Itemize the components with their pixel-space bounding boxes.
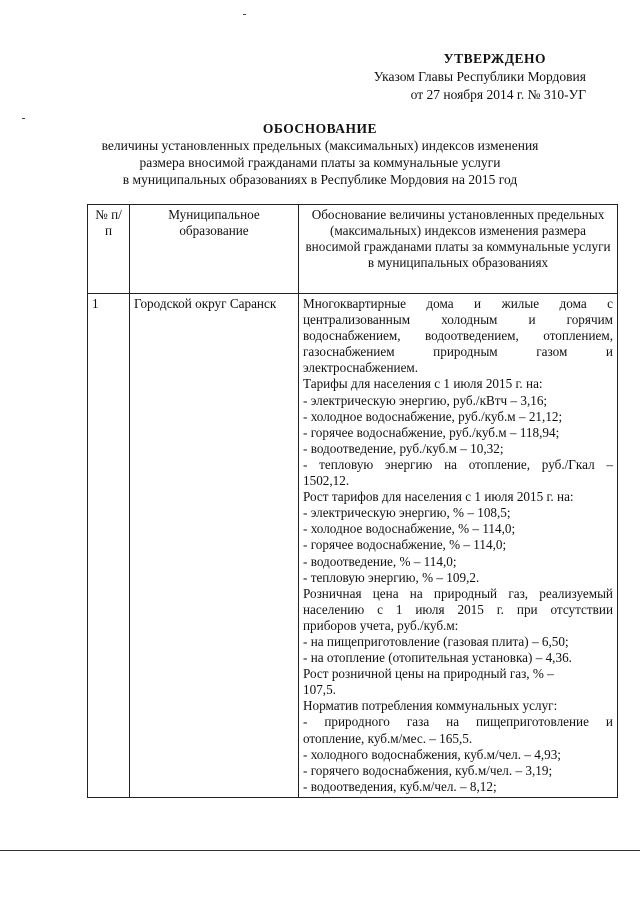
justification-table bbox=[87, 204, 618, 798]
content-line: - электрическую энергию, руб./кВтч – 3,16; bbox=[303, 392, 548, 408]
header-num: № п/п bbox=[88, 205, 130, 294]
content-line: - природного газа на пищеприготовление и bbox=[303, 714, 613, 730]
content-line: - тепловую энергию на отопление, руб./Гкал – bbox=[303, 456, 613, 472]
content-line: газоснабжением природным газом и bbox=[303, 344, 613, 360]
title-line-1: величины установленных предельных (максимальных) индексов изменения bbox=[101, 138, 539, 153]
content-line: - водоотведение, % – 114,0; bbox=[303, 553, 457, 569]
content-line: Норматив потребления коммунальных услуг: bbox=[303, 698, 558, 714]
content-line: - водоотведения, куб.м/чел. – 8,12; bbox=[303, 778, 497, 794]
row-municipality: Городской округ Саранск bbox=[130, 294, 299, 798]
content-line: - тепловую энергию, % – 109,2. bbox=[303, 569, 480, 585]
content-line: Рост тарифов для населения с 1 июля 2015 г. на: bbox=[303, 489, 574, 505]
content-line: - на отопление (отопительная установка) – 4,36. bbox=[303, 650, 572, 666]
header-justification: Обоснование величины установленных предельных (максимальных) индексов изменения размера вносимой гражданами платы за коммунальные услуги в муниципальных образованиях bbox=[299, 205, 618, 294]
content-line: - горячее водоснабжение, руб./куб.м – 118,94; bbox=[303, 424, 560, 440]
table-row bbox=[88, 294, 618, 798]
header-municipality: Муниципальное образование bbox=[130, 205, 299, 294]
row-num: 1 bbox=[88, 294, 130, 798]
row-justification bbox=[299, 294, 618, 798]
content-line: - электрическую энергию, % – 108,5; bbox=[303, 505, 511, 521]
content-line: приборов учета, руб./куб.м: bbox=[303, 617, 459, 633]
content-line: - холодное водоснабжение, % – 114,0; bbox=[303, 521, 516, 537]
content-line: - горячего водоснабжения, куб.м/чел. – 3,19; bbox=[303, 762, 553, 778]
content-line: Многоквартирные дома и жилые дома с bbox=[303, 296, 613, 311]
title-line-3: в муниципальных образованиях в Республике Мордовия на 2015 год bbox=[122, 172, 518, 187]
content-line: - холодного водоснабжения, куб.м/чел. – 4,93; bbox=[303, 746, 561, 762]
content-line: - холодное водоснабжение, руб./куб.м – 21,12; bbox=[303, 408, 563, 424]
content-line: водоснабжением, водоотведением, отоплением, bbox=[303, 328, 613, 344]
content-line: - горячее водоснабжение, % – 114,0; bbox=[303, 537, 507, 553]
scan-speck bbox=[22, 118, 25, 119]
document-title bbox=[0, 120, 640, 188]
content-line: - водоотведение, руб./куб.м – 10,32; bbox=[303, 440, 504, 456]
content-line: централизованным холодным и горячим bbox=[303, 312, 613, 328]
approval-block bbox=[374, 50, 586, 104]
content-line: Розничная цена на природный газ, реализуемый bbox=[303, 585, 613, 601]
title-line-2: размера вносимой гражданами платы за коммунальные услуги bbox=[139, 155, 501, 170]
content-line: 107,5. bbox=[303, 682, 336, 698]
content-line: 1502,12. bbox=[303, 473, 350, 489]
table-header-row bbox=[88, 205, 618, 294]
approval-heading: УТВЕРЖДЕНО bbox=[443, 51, 546, 66]
content-line: электроснабжением. bbox=[303, 360, 419, 376]
approval-date-line: от 27 ноября 2014 г. № 310-УГ bbox=[410, 87, 586, 102]
content-line: Тарифы для населения с 1 июля 2015 г. на: bbox=[303, 376, 543, 392]
page-bottom-rule bbox=[0, 850, 640, 851]
content-line: - на пищеприготовление (газовая плита) – 6,50; bbox=[303, 633, 569, 649]
content-line: населению с 1 июля 2015 г. при отсутствии bbox=[303, 601, 613, 617]
content-line: отопление, куб.м/мес. – 165,5. bbox=[303, 730, 473, 746]
content-line: Рост розничной цены на природный газ, % – bbox=[303, 666, 554, 682]
approval-decree-line: Указом Главы Республики Мордовия bbox=[373, 69, 586, 84]
title-heading: ОБОСНОВАНИЕ bbox=[262, 121, 378, 136]
scan-speck bbox=[243, 14, 246, 15]
